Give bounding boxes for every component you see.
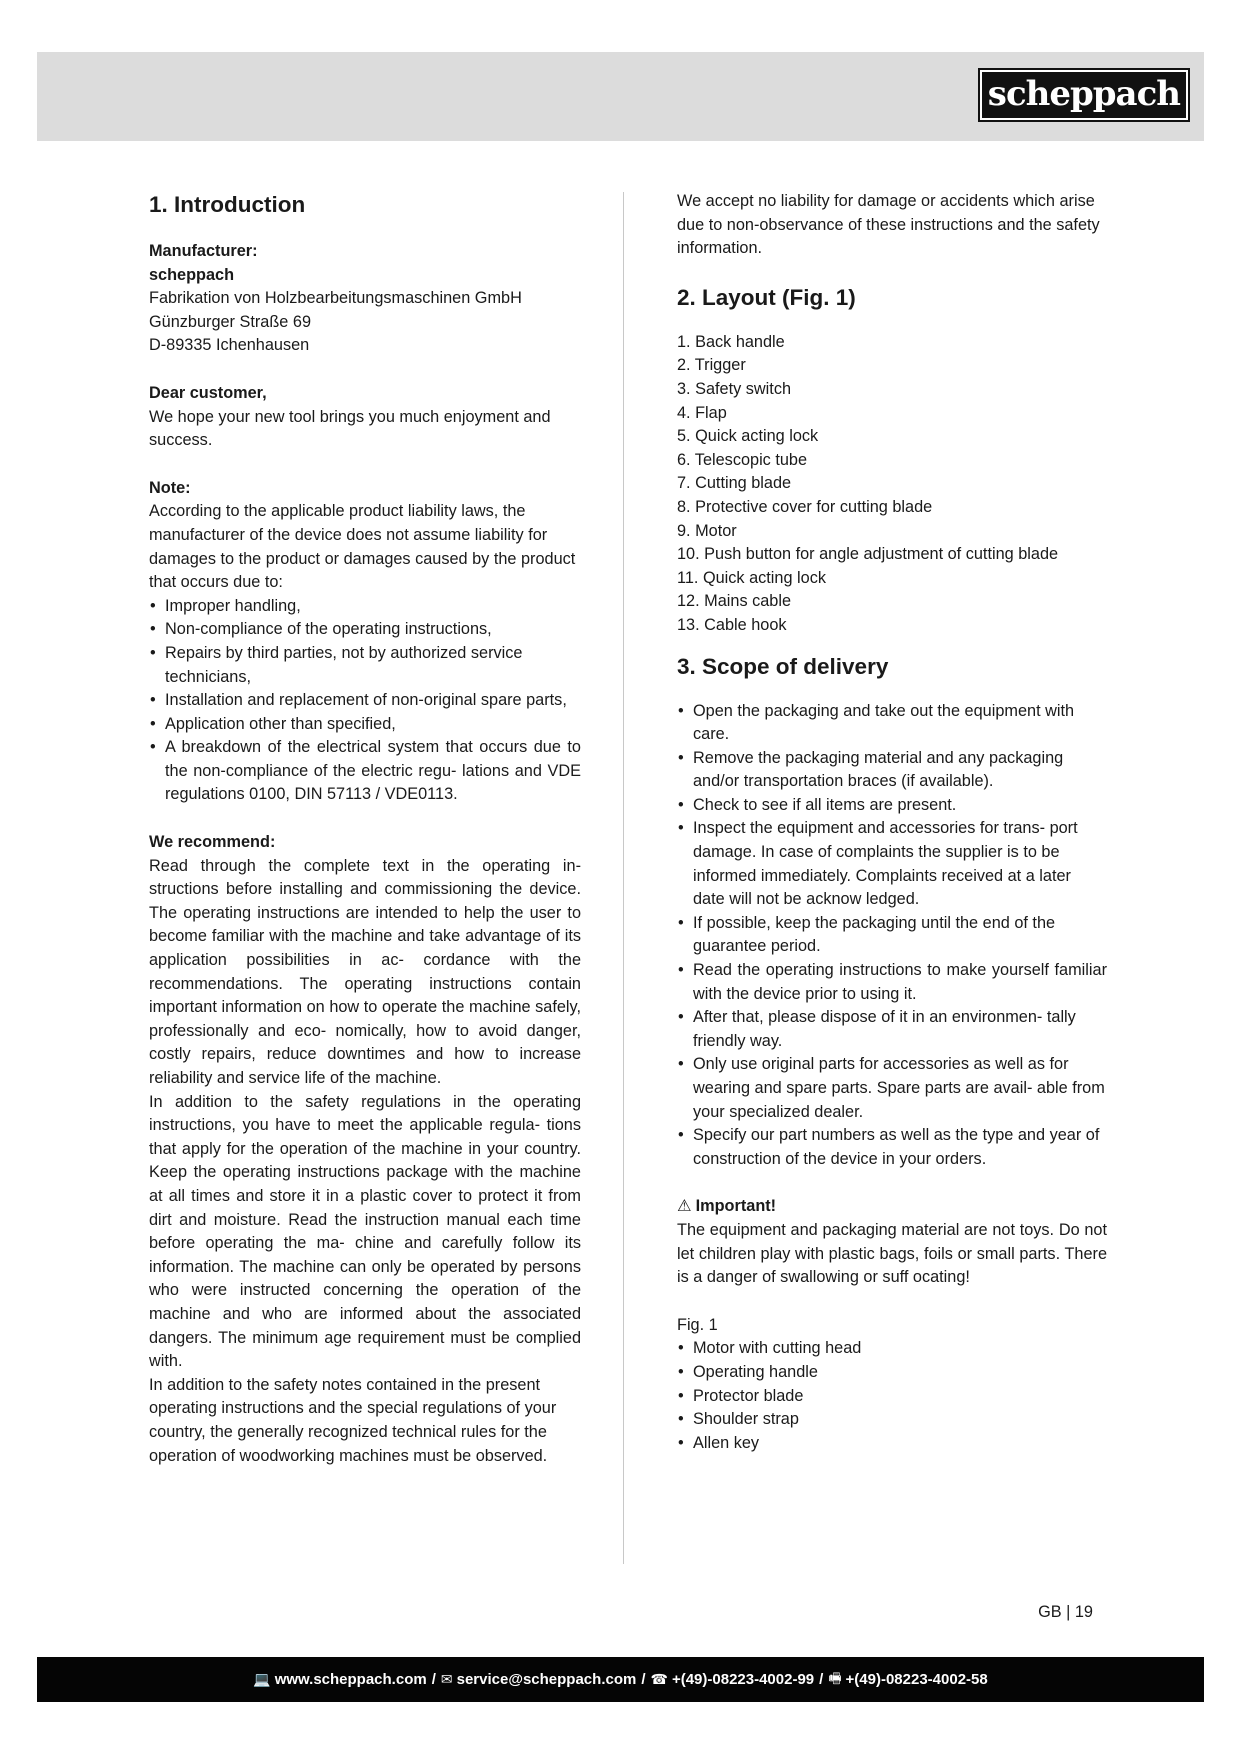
layout-item: 7. Cutting blade bbox=[677, 474, 792, 493]
list-item: • Open the packaging and take out the equipment with care. bbox=[677, 700, 1107, 747]
layout-item: 5. Quick acting lock bbox=[677, 427, 819, 446]
manufacturer-company: Fabrikation von Holzbearbeitungsmaschinen GmbH bbox=[149, 289, 522, 308]
layout-item: 8. Protective cover for cutting blade bbox=[677, 497, 933, 516]
list-item: • Installation and replacement of non-original spare parts, bbox=[149, 689, 581, 713]
layout-item: 2. Trigger bbox=[677, 356, 746, 375]
layout-item: 11. Quick acting lock bbox=[677, 568, 827, 587]
footer-fax: +(49)-08223-4002-58 bbox=[845, 1671, 988, 1688]
manufacturer-label: Manufacturer: bbox=[149, 242, 258, 260]
fax-icon: 🖷 bbox=[828, 1669, 842, 1686]
scope-list bbox=[677, 700, 1107, 1172]
footer-bar: 💻 www.scheppach.com / ✉ service@scheppach.com / ☎ +(49)-08223-4002-99 / 🖷 +(49)-08223-4002-58 bbox=[37, 1657, 1204, 1702]
list-item: • Specify our part numbers as well as the type and year of construction of the device in your orders. bbox=[677, 1124, 1107, 1171]
column-divider bbox=[623, 192, 624, 1564]
layout-item: 13. Cable hook bbox=[677, 615, 787, 634]
important-label: Important! bbox=[695, 1197, 777, 1216]
layout-item: 10. Push button for angle adjustment of cutting blade bbox=[677, 545, 1059, 564]
left-column bbox=[149, 190, 581, 1468]
list-item: • Motor with cutting head bbox=[677, 1337, 1107, 1361]
list-item: • Allen key bbox=[677, 1432, 1107, 1456]
recommend-paragraph-1: Read through the complete text in the operating in- structions before installing and commissioning the device. The operating instructions are intended to help the user to become familiar with the machine and take advantage of its application possibilities in ac- cordance with the recommendations. The operating instructions contain important information on how to operate the machine safely, professionally and eco- nomically, how to avoid danger, costly repairs, reduce downtimes and how to increase reliability and service life of the machine. bbox=[149, 856, 581, 1087]
computer-icon: 💻 bbox=[253, 1671, 271, 1687]
layout-item: 9. Motor bbox=[677, 521, 737, 540]
layout-list bbox=[677, 331, 1107, 638]
list-item: • Application other than specified, bbox=[149, 713, 581, 737]
scheppach-logo: scheppach bbox=[978, 68, 1190, 122]
important-text: The equipment and packaging material are not toys. Do not let children play with plastic bags, foils or small parts. There is a danger of swallowing or suff ocating! bbox=[677, 1220, 1107, 1287]
note-list bbox=[149, 595, 581, 807]
list-item: • Protector blade bbox=[677, 1385, 1107, 1409]
list-item: • Non-compliance of the operating instructions, bbox=[149, 618, 581, 642]
manufacturer-street: Günzburger Straße 69 bbox=[149, 312, 311, 331]
recommend-paragraph-3: In addition to the safety notes contained in the present operating instructions and the special regulations of your country, the generally recognized technical rules for the operation of woodworking machines must be observed. bbox=[149, 1375, 557, 1465]
phone-icon: ☎ bbox=[650, 1671, 668, 1687]
footer-website-link[interactable]: www.scheppach.com bbox=[274, 1671, 427, 1688]
liability-text: We accept no liability for damage or accidents which arise due to non-observance of these instructions and the safety information. bbox=[677, 192, 1100, 258]
section-title-layout: 2. Layout (Fig. 1) bbox=[677, 284, 856, 310]
list-item: • Check to see if all items are present. bbox=[677, 794, 1107, 818]
list-item: • If possible, keep the packaging until the end of the guarantee period. bbox=[677, 912, 1107, 959]
layout-item: 4. Flap bbox=[677, 403, 727, 422]
recommend-paragraph-2: In addition to the safety regulations in the operating instructions, you have to meet the applicable regula- tions that apply for the operation of the machine in your country. Keep the operating instructions package with the machine at all times and store it in a plastic cover to protect it from dirt and moisture. Read the instruction manual each time before operating the ma- chine and carefully follow its information. The machine can only be operated by persons who were instructed concerning the operation of the machine and who are informed about the associated dangers. The minimum age requirement must be complied with. bbox=[149, 1092, 581, 1371]
manufacturer-name: scheppach bbox=[149, 265, 235, 284]
layout-item: 3. Safety switch bbox=[677, 379, 792, 398]
list-item: • A breakdown of the electrical system that occurs due to the non-compliance of the electric regu- lations and VDE regulations 0100, DIN 57113 / VDE0113. bbox=[149, 736, 581, 807]
page-number: GB | 19 bbox=[1038, 1603, 1093, 1621]
header-band bbox=[37, 52, 1204, 141]
dear-customer-text: We hope your new tool brings you much enjoyment and success. bbox=[149, 407, 551, 450]
footer-phone: +(49)-08223-4002-99 bbox=[671, 1671, 815, 1688]
layout-item: 12. Mains cable bbox=[677, 592, 792, 611]
section-title-introduction: 1. Introduction bbox=[149, 192, 306, 217]
note-label: Note: bbox=[149, 478, 191, 497]
fig-label: Fig. 1 bbox=[677, 1315, 718, 1334]
note-text: According to the applicable product liability laws, the manufacturer of the device does not assume liability for damages to the product or damages caused by the product that occurs due to: bbox=[149, 502, 576, 592]
footer-email-link[interactable]: service@scheppach.com bbox=[456, 1671, 637, 1688]
list-item: • Improper handling, bbox=[149, 595, 581, 619]
manufacturer-city: D-89335 Ichenhausen bbox=[149, 336, 310, 355]
list-item: • Shoulder strap bbox=[677, 1408, 1107, 1432]
section-title-scope: 3. Scope of delivery bbox=[677, 653, 889, 679]
right-column bbox=[677, 190, 1107, 1455]
dear-customer-label: Dear customer, bbox=[149, 383, 267, 402]
recommend-label: We recommend: bbox=[149, 833, 276, 852]
important-heading bbox=[677, 1195, 1107, 1219]
list-item: • Operating handle bbox=[677, 1361, 1107, 1385]
list-item: • Only use original parts for accessories as well as for wearing and spare parts. Spare parts are avail- able from your specialized dealer. bbox=[677, 1053, 1107, 1124]
list-item: • Read the operating instructions to make yourself familiar with the device prior to using it. bbox=[677, 959, 1107, 1006]
layout-item: 1. Back handle bbox=[677, 332, 785, 351]
layout-item: 6. Telescopic tube bbox=[677, 450, 808, 469]
warning-icon: ⚠ bbox=[677, 1197, 692, 1216]
list-item: • Remove the packaging material and any packaging and/or transportation braces (if available). bbox=[677, 747, 1107, 794]
email-icon: ✉ bbox=[440, 1671, 453, 1687]
fig-list bbox=[677, 1337, 1107, 1455]
list-item: • Repairs by third parties, not by authorized service technicians, bbox=[149, 642, 581, 689]
list-item: • Inspect the equipment and accessories for trans- port damage. In case of complaints the supplier is to be informed immediately. Complaints received at a later date will not be acknow ledged. bbox=[677, 817, 1107, 911]
list-item: • After that, please dispose of it in an environmen- tally friendly way. bbox=[677, 1006, 1107, 1053]
